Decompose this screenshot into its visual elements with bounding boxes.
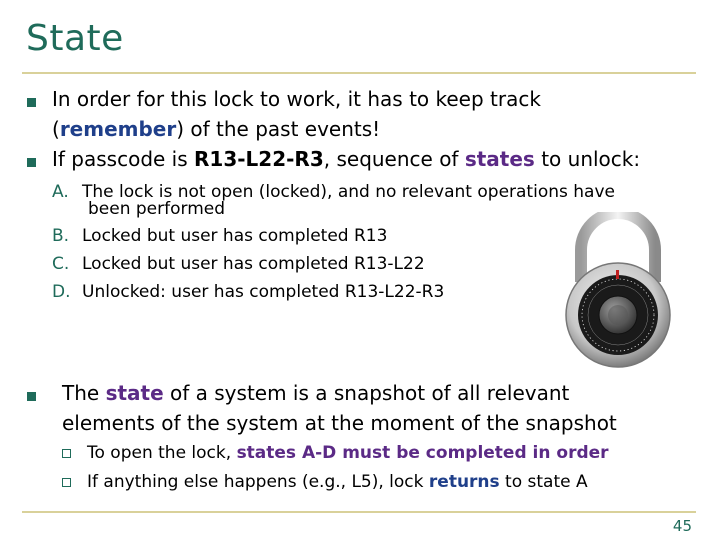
bullet-text-2 — [52, 144, 702, 174]
square-bullet-icon — [27, 392, 36, 401]
slide-title: State — [26, 18, 124, 59]
bullet-text-3 — [62, 378, 682, 438]
sub1-prefix: To open the lock, — [87, 443, 237, 463]
returns-highlight: returns — [428, 472, 500, 492]
sub2-suffix: to state A — [499, 472, 588, 492]
state-label-b: B. — [52, 226, 70, 246]
state-text-b: Locked but user has completed R13 — [82, 226, 388, 246]
state-highlight: state — [105, 381, 164, 405]
state-label-c: C. — [52, 254, 70, 274]
states-highlight: states — [464, 147, 535, 171]
passcode: R13-L22-R3 — [194, 147, 324, 171]
hollow-square-bullet-icon — [62, 478, 71, 487]
bullet3-line2: elements of the system at the moment of the snapshot — [62, 411, 617, 435]
sub1-highlight: states A-D must be completed in order — [236, 443, 609, 463]
bullet1-line2: ) of the past events! — [176, 117, 381, 141]
bullet2-prefix: If passcode is — [52, 147, 195, 171]
page-number: 45 — [672, 517, 692, 535]
sub2-prefix: If anything else happens (e.g., L5), lock — [87, 472, 429, 492]
bullet2-suffix: to unlock: — [534, 147, 641, 171]
sub-bullet-1 — [87, 439, 707, 467]
remember-highlight: remember — [59, 117, 177, 141]
bullet1-paren: ( — [52, 117, 60, 141]
bullet3-line1: of a system is a snapshot of all relevant — [163, 381, 570, 405]
footer-rule — [22, 511, 696, 513]
state-text-d: Unlocked: user has completed R13-L22-R3 — [82, 282, 445, 302]
square-bullet-icon — [27, 98, 36, 107]
combination-lock-image — [553, 212, 683, 372]
square-bullet-icon — [27, 158, 36, 167]
title-rule — [22, 72, 696, 74]
sub-bullet-2 — [87, 468, 707, 496]
state-label-d: D. — [52, 282, 71, 302]
bullet-text-1 — [52, 84, 682, 144]
bullet1-line1: In order for this lock to work, it has to keep track — [52, 87, 541, 111]
state-text-c: Locked but user has completed R13-L22 — [82, 254, 425, 274]
hollow-square-bullet-icon — [62, 449, 71, 458]
bullet3-prefix: The — [62, 381, 106, 405]
state-label-a: A. — [52, 182, 69, 202]
state-text-a: The lock is not open (locked), and no relevant operations have — [82, 182, 615, 202]
bullet2-mid: , sequence of — [323, 147, 465, 171]
state-text-a2: been performed — [88, 199, 226, 219]
